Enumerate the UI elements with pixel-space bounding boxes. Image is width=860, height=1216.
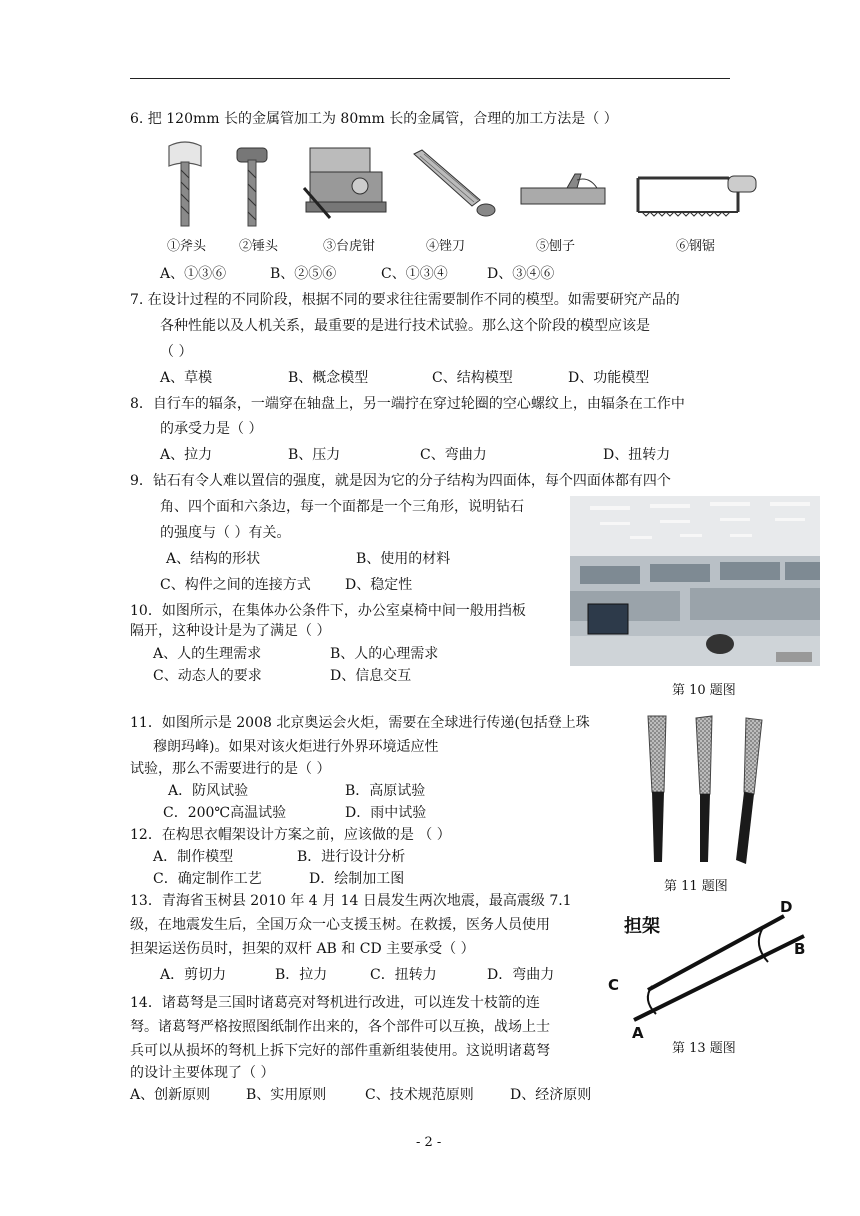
q12-option-d: D．绘制加工图 <box>309 871 405 887</box>
q11-option-d: D．雨中试验 <box>345 805 427 821</box>
hacksaw-image <box>628 168 760 224</box>
q7-option-a: A、草模 <box>160 370 213 386</box>
q8-option-b: B、压力 <box>288 447 341 463</box>
q6-option-d: D、③④⑥ <box>487 266 555 282</box>
q13-option-d: D．弯曲力 <box>487 967 555 983</box>
q8-option-d: D、扭转力 <box>603 447 671 463</box>
q14-option-a: A、创新原则 <box>130 1087 211 1103</box>
q12-option-a: A．制作模型 <box>153 849 234 865</box>
q10-caption: 第 10 题图 <box>672 683 736 698</box>
q13-line1: 13．青海省玉树县 2010 年 4 月 14 日晨发生两次地震，最高震级 7.1 <box>130 893 572 909</box>
stretcher-label-d: D <box>780 898 793 916</box>
q6-tool-1: ①斧头 <box>167 239 207 254</box>
q6-tool-4: ④锉刀 <box>426 239 466 254</box>
q6-option-b: B、②⑤⑥ <box>270 266 337 282</box>
q9-option-a: A、结构的形状 <box>166 551 261 567</box>
q7-line2: 各种性能以及人机关系，最重要的是进行技术试验。那么这个阶段的模型应该是 <box>160 318 650 334</box>
page-number: - 2 - <box>416 1135 442 1150</box>
q9-option-c: C、构件之间的连接方式 <box>160 577 311 593</box>
q9-option-b: B、使用的材料 <box>356 551 451 567</box>
q11-line2: 穆朗玛峰)。如果对该火炬进行外界环境适应性 <box>153 739 439 755</box>
plane-image <box>517 170 609 214</box>
q14-line3: 兵可以从损坏的弩机上拆下完好的部件重新组装使用。这说明诸葛弩 <box>130 1043 550 1059</box>
stretcher-label-b: B <box>794 940 806 958</box>
q7-option-c: C、结构模型 <box>432 370 513 386</box>
q14-line2: 弩。诸葛弩严格按照图纸制作出来的，各个部件可以互换，战场上士 <box>130 1019 550 1035</box>
hammer-image <box>234 142 270 228</box>
q6-option-a: A、①③⑥ <box>160 266 227 282</box>
q6-tool-2: ②锤头 <box>239 239 279 254</box>
q10-option-d: D、信息交互 <box>330 668 412 684</box>
q6-tool-6: ⑥钢锯 <box>676 239 716 254</box>
q10-line1: 10．如图所示，在集体办公条件下，办公室桌椅中间一般用挡板 <box>130 603 526 619</box>
stretcher-title: 担架 <box>624 916 660 937</box>
q8-line2: 的承受力是（ ） <box>160 421 263 437</box>
q7-option-b: B、概念模型 <box>288 370 369 386</box>
q11-caption: 第 11 题图 <box>664 879 728 894</box>
q13-option-c: C．扭转力 <box>370 967 437 983</box>
olympic-torch-image <box>638 712 768 867</box>
q9-option-d: D、稳定性 <box>345 577 413 593</box>
q10-option-c: C、动态人的要求 <box>153 668 262 684</box>
q14-option-d: D、经济原则 <box>510 1087 592 1103</box>
bench-vise-image <box>300 140 392 228</box>
q7-line3: （ ） <box>160 344 193 360</box>
q11-option-a: A．防风试验 <box>168 783 249 799</box>
q6-stem: 6. 把 120mm 长的金属管加工为 80mm 长的金属管，合理的加工方法是（ ） <box>130 111 618 127</box>
q11-option-b: B．高原试验 <box>345 783 426 799</box>
q11-option-c: C．200℃高温试验 <box>163 805 287 821</box>
q6-tool-3: ③台虎钳 <box>323 239 376 254</box>
q13-option-a: A．剪切力 <box>160 967 227 983</box>
q9-line1: 9．钻石有令人难以置信的强度，就是因为它的分子结构为四面体，每个四面体都有四个 <box>130 473 671 489</box>
q6-option-c: C、①③④ <box>381 266 448 282</box>
q6-tool-5: ⑤刨子 <box>536 239 576 254</box>
stretcher-label-a: A <box>632 1024 644 1040</box>
q10-option-b: B、人的心理需求 <box>330 646 439 662</box>
q8-option-c: C、弯曲力 <box>420 447 487 463</box>
q7-line1: 7. 在设计过程的不同阶段，根据不同的要求往往需要制作不同的模型。如需要研究产品的 <box>130 292 680 308</box>
q13-caption: 第 13 题图 <box>672 1041 736 1056</box>
q8-line1: 8．自行车的辐条，一端穿在轴盘上，另一端拧在穿过轮圈的空心螺纹上，由辐条在工作中 <box>130 396 685 412</box>
q8-option-a: A、拉力 <box>160 447 213 463</box>
q14-line1: 14．诸葛弩是三国时诸葛亮对弩机进行改进，可以连发十枝箭的连 <box>130 995 540 1011</box>
stretcher-diagram <box>604 898 820 1040</box>
q13-option-b: B．拉力 <box>275 967 328 983</box>
q9-line3: 的强度与（ ）有关。 <box>160 525 291 541</box>
axe-image <box>165 140 205 228</box>
q9-line2: 角、四个面和六条边，每一个面都是一个三角形，说明钻石 <box>160 499 524 515</box>
q11-line1: 11．如图所示是 2008 北京奥运会火炬，需要在全球进行传递(包括登上珠 <box>130 715 590 731</box>
file-image <box>410 148 500 218</box>
q10-line2: 隔开，这种设计是为了满足（ ） <box>130 623 331 639</box>
q12-stem: 12．在构思衣帽架设计方案之前，应该做的是 （ ） <box>130 827 451 843</box>
q14-option-b: B、实用原则 <box>246 1087 327 1103</box>
q13-line2: 级，在地震发生后，全国万众一心支援玉树。在救援，医务人员使用 <box>130 917 550 933</box>
q12-option-c: C．确定制作工艺 <box>153 871 262 887</box>
q14-option-c: C、技术规范原则 <box>365 1087 474 1103</box>
office-photo <box>570 496 820 666</box>
q11-line3: 试验，那么不需要进行的是（ ） <box>130 761 331 777</box>
q7-option-d: D、功能模型 <box>568 370 650 386</box>
header-rule <box>130 78 730 79</box>
q12-option-b: B．进行设计分析 <box>297 849 406 865</box>
stretcher-label-c: C <box>608 976 620 994</box>
q14-line4: 的设计主要体现了（ ） <box>130 1065 275 1081</box>
q13-line3: 担架运送伤员时，担架的双杆 AB 和 CD 主要承受（ ） <box>130 941 475 957</box>
q10-option-a: A、人的生理需求 <box>153 646 262 662</box>
